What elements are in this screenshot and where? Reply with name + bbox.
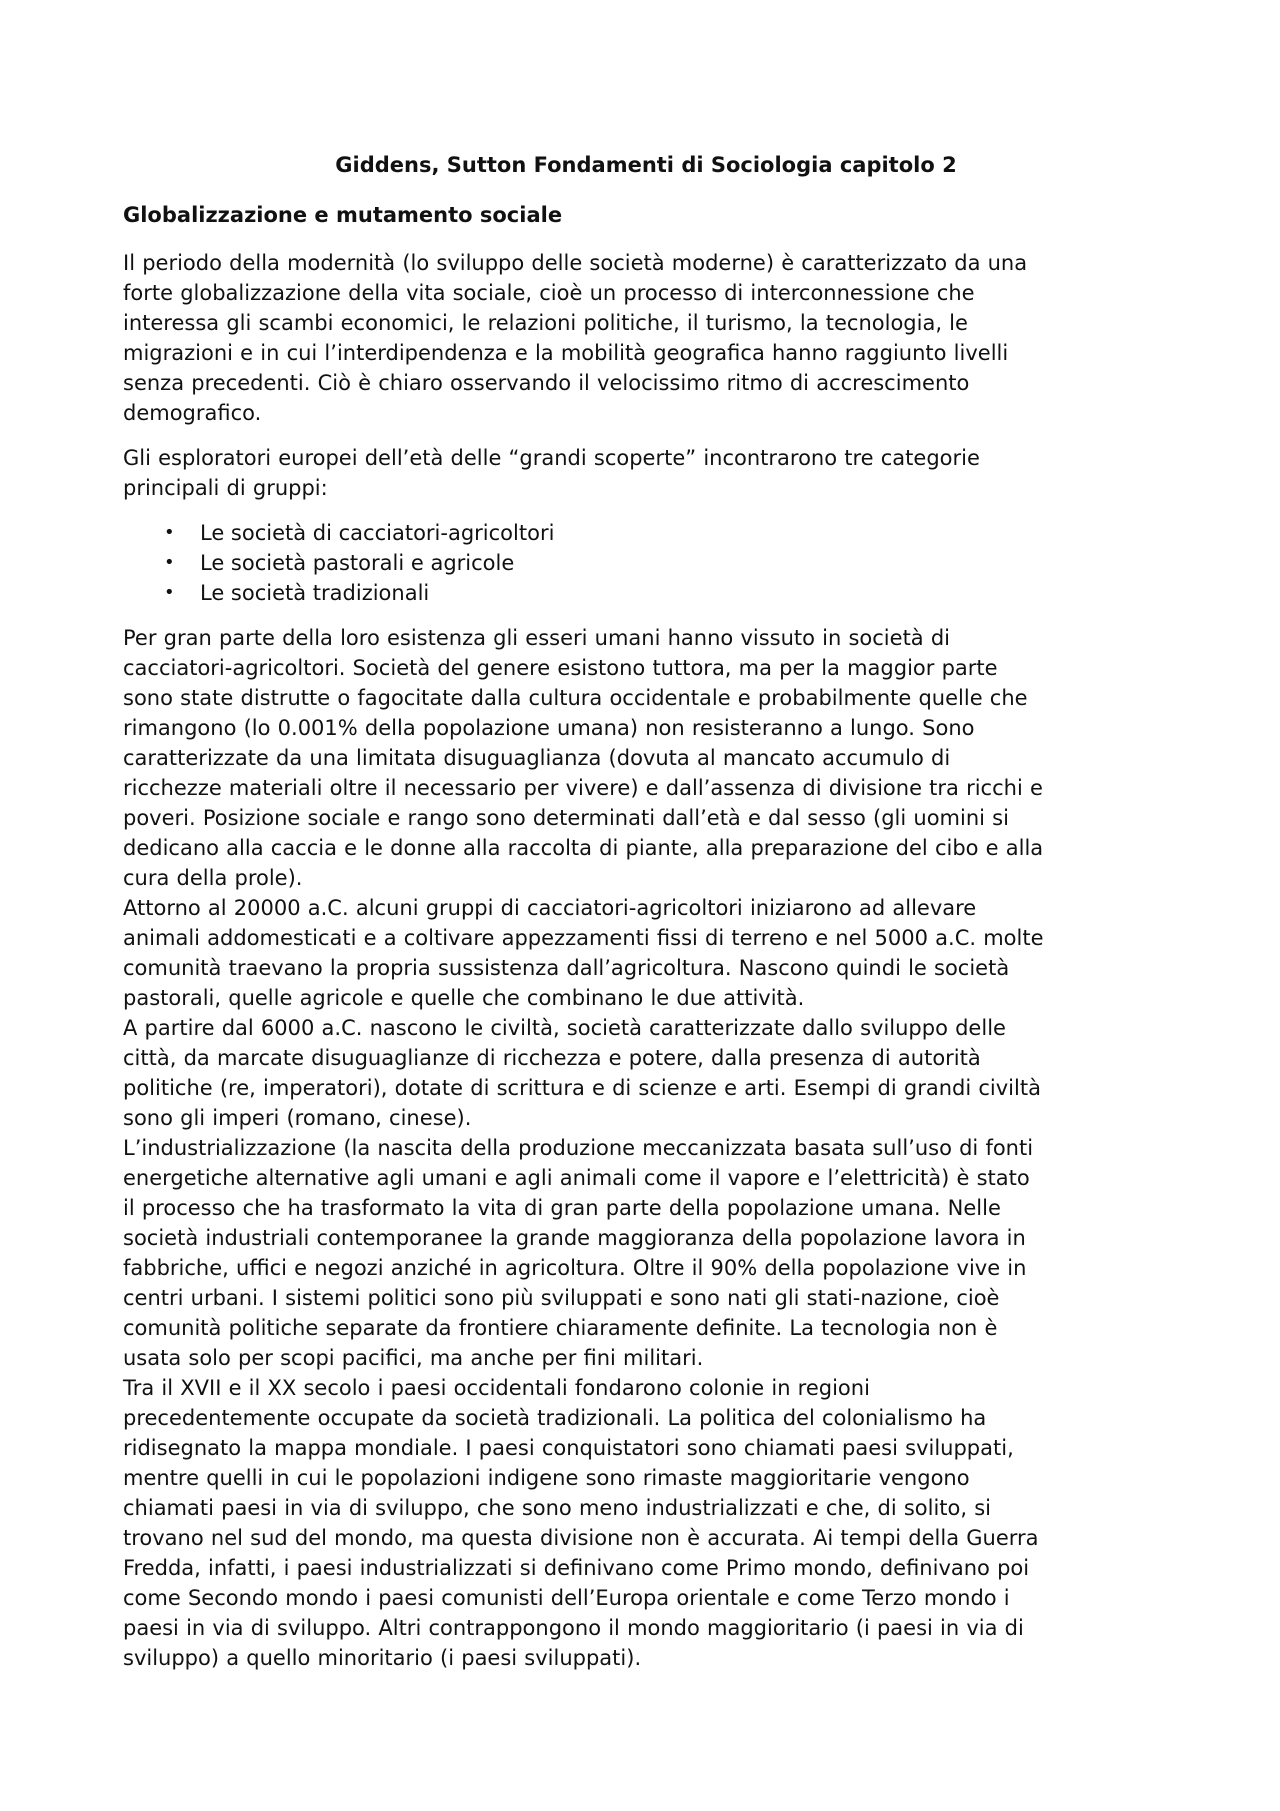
- paragraph-line: forte globalizzazione della vita sociale, cioè un processo di interconnessione che: [123, 281, 975, 305]
- body-line: cura della prole).: [123, 866, 303, 890]
- paragraph-line: principali di gruppi:: [123, 476, 328, 500]
- body-line: energetiche alternative agli umani e agli animali come il vapore e l’elettricità) è stato: [123, 1166, 1030, 1190]
- body-line: dedicano alla caccia e le donne alla raccolta di piante, alla preparazione del cibo e alla: [123, 836, 1044, 860]
- body-line: comunità traevano la propria sussistenza dall’agricoltura. Nascono quindi le società: [123, 956, 1010, 980]
- body-line: A partire dal 6000 a.C. nascono le civiltà, società caratterizzate dallo sviluppo delle: [123, 1016, 1006, 1040]
- body-line: Tra il XVII e il XX secolo i paesi occidentali fondarono colonie in regioni: [123, 1376, 870, 1400]
- body-line: cacciatori-agricoltori. Società del genere esistono tuttora, ma per la maggior parte: [123, 656, 998, 680]
- body-line: ridisegnato la mappa mondiale. I paesi conquistatori sono chiamati paesi sviluppati,: [123, 1436, 1014, 1460]
- body-line: animali addomesticati e a coltivare appezzamenti fissi di terreno e nel 5000 a.C. molte: [123, 926, 1044, 950]
- section-heading: Globalizzazione e mutamento sociale: [123, 203, 563, 227]
- list-item-text: Le società tradizionali: [200, 581, 430, 605]
- body-line: sono state distrutte o fagocitate dalla cultura occidentale e probabilmente quelle che: [123, 686, 1028, 710]
- body-line: comunità politiche separate da frontiere chiaramente definite. La tecnologia non è: [123, 1316, 998, 1340]
- paragraph-line: Il periodo della modernità (lo sviluppo delle società moderne) è caratterizzato da una: [123, 251, 1028, 275]
- paragraph-line: migrazioni e in cui l’interdipendenza e la mobilità geografica hanno raggiunto livelli: [123, 341, 1009, 365]
- society-categories-list: [123, 518, 1169, 608]
- body-line: L’industrializzazione (la nascita della produzione meccanizzata basata sull’uso di fonti: [123, 1136, 1034, 1160]
- body-line: politiche (re, imperatori), dotate di scrittura e di scienze e arti. Esempi di grandi civiltà: [123, 1076, 1041, 1100]
- body-line: il processo che ha trasformato la vita di gran parte della popolazione umana. Nelle: [123, 1196, 1001, 1220]
- body-line: città, da marcate disuguaglianze di ricchezza e potere, dalla presenza di autorità: [123, 1046, 981, 1070]
- list-item-text: Le società pastorali e agricole: [200, 551, 515, 575]
- body-line: come Secondo mondo i paesi comunisti dell’Europa orientale e come Terzo mondo i: [123, 1586, 1010, 1610]
- body-line: chiamati paesi in via di sviluppo, che sono meno industrializzati e che, di solito, si: [123, 1496, 991, 1520]
- paragraph-line: senza precedenti. Ciò è chiaro osservando il velocissimo ritmo di accrescimento: [123, 371, 970, 395]
- body-line: ricchezze materiali oltre il necessario per vivere) e dall’assenza di divisione tra ricchi e: [123, 776, 1043, 800]
- bullet-icon: •: [164, 552, 175, 573]
- body-line: rimangono (lo 0.001% della popolazione umana) non resisteranno a lungo. Sono: [123, 716, 975, 740]
- bullet-icon: •: [164, 582, 175, 603]
- body-text: [123, 623, 1169, 1673]
- body-line: società industriali contemporanee la grande maggioranza della popolazione lavora in: [123, 1226, 1026, 1250]
- list-item-text: Le società di cacciatori-agricoltori: [200, 521, 555, 545]
- body-line: sono gli imperi (romano, cinese).: [123, 1106, 472, 1130]
- body-line: pastorali, quelle agricole e quelle che combinano le due attività.: [123, 986, 805, 1010]
- body-line: poveri. Posizione sociale e rango sono determinati dall’età e dal sesso (gli uomini si: [123, 806, 1009, 830]
- body-line: trovano nel sud del mondo, ma questa divisione non è accurata. Ai tempi della Guerra: [123, 1526, 1039, 1550]
- list-item: [123, 548, 1169, 578]
- paragraph-line: Gli esploratori europei dell’età delle “grandi scoperte” incontrarono tre categorie: [123, 446, 980, 470]
- body-line: Attorno al 20000 a.C. alcuni gruppi di cacciatori-agricoltori iniziarono ad allevare: [123, 896, 977, 920]
- list-item: [123, 518, 1169, 548]
- document-content: [123, 150, 1169, 1673]
- body-line: usata solo per scopi pacifici, ma anche per fini militari.: [123, 1346, 704, 1370]
- body-line: Fredda, infatti, i paesi industrializzati si definivano come Primo mondo, definivano poi: [123, 1556, 1030, 1580]
- bullet-icon: •: [164, 522, 175, 543]
- paragraph-line: demografico.: [123, 401, 262, 425]
- intro-paragraph: [123, 248, 1169, 428]
- body-line: paesi in via di sviluppo. Altri contrappongono il mondo maggioritario (i paesi in via di: [123, 1616, 1024, 1640]
- list-item: [123, 578, 1169, 608]
- explorers-paragraph: [123, 443, 1169, 503]
- body-line: caratterizzate da una limitata disuguaglianza (dovuta al mancato accumulo di: [123, 746, 951, 770]
- body-line: sviluppo) a quello minoritario (i paesi sviluppati).: [123, 1646, 642, 1670]
- body-line: centri urbani. I sistemi politici sono più sviluppati e sono nati gli stati-nazione, cioè: [123, 1286, 1000, 1310]
- body-line: Per gran parte della loro esistenza gli esseri umani hanno vissuto in società di: [123, 626, 951, 650]
- body-line: fabbriche, uffici e negozi anziché in agricoltura. Oltre il 90% della popolazione vive in: [123, 1256, 1027, 1280]
- body-line: precedentemente occupate da società tradizionali. La politica del colonialismo ha: [123, 1406, 987, 1430]
- paragraph-line: interessa gli scambi economici, le relazioni politiche, il turismo, la tecnologia, le: [123, 311, 968, 335]
- body-line: mentre quelli in cui le popolazioni indigene sono rimaste maggioritarie vengono: [123, 1466, 970, 1490]
- document-title: Giddens, Sutton Fondamenti di Sociologia capitolo 2: [335, 153, 957, 177]
